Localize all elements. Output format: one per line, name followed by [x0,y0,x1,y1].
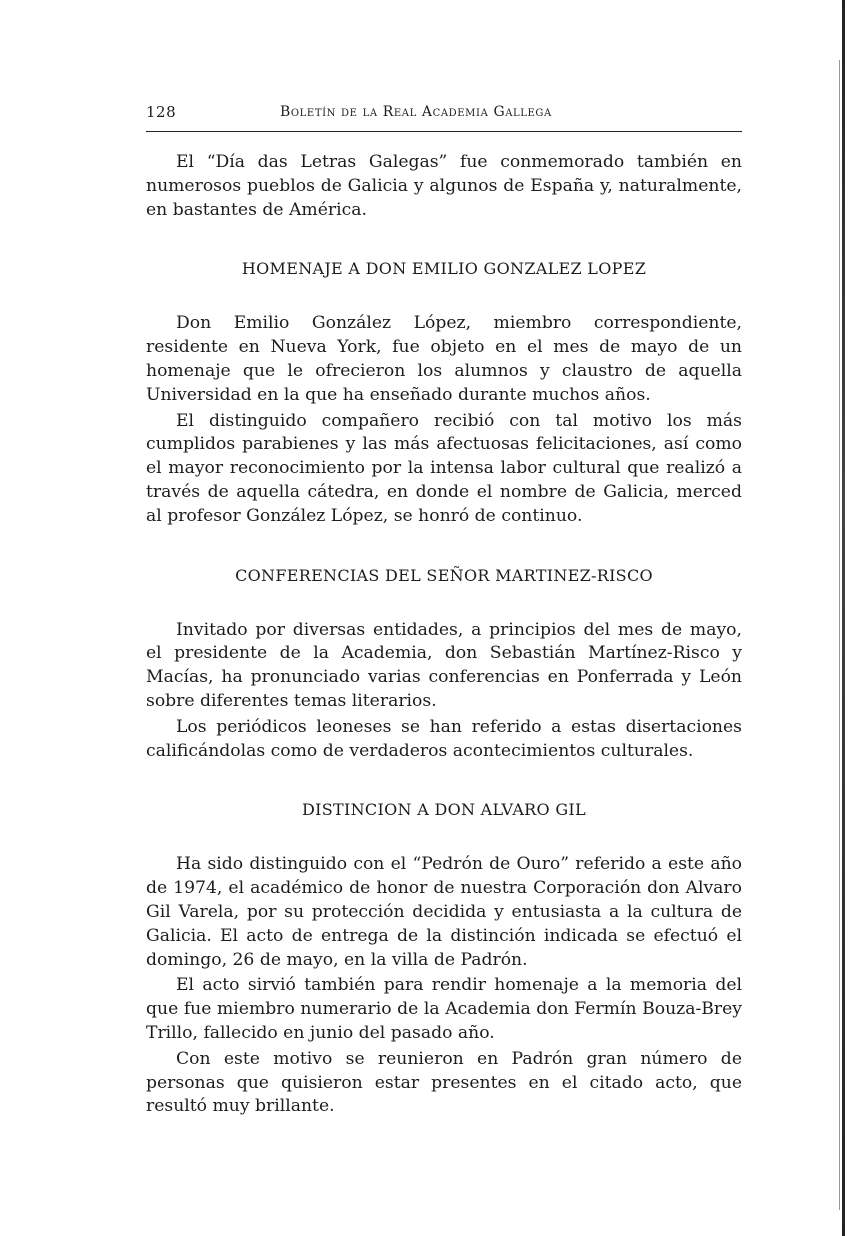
conferencias-paragraph-1: Invitado por diversas entidades, a principios del mes de mayo, el presidente de la Academia, don Sebastián Martínez-Risco y Macías, ha pronunciado varias conferencias en Ponferrada y León sobre diferentes temas literarios. [146,619,742,711]
scan-edge [842,0,845,1236]
page-header [146,103,742,132]
section-title-distincion: DISTINCION A DON ALVARO GIL [302,800,586,820]
section-title-conferencias: CONFERENCIAS DEL SEÑOR MARTINEZ-RISCO [235,565,653,585]
homenaje-paragraph-1: Don Emilio González López, miembro correspondiente, residente en Nueva York, fue objeto en el mes de mayo de un homenaje que le ofrecieron los alumnos y claustro de aquella Universidad en la que ha enseñado durante muchos años. [146,313,742,405]
section-title-homenaje: HOMENAJE A DON EMILIO GONZALEZ LOPEZ [241,259,647,279]
page-content [146,151,742,1119]
scan-edge-line [839,60,840,1210]
conferencias-paragraph-2: Los periódicos leoneses se han referido a estas disertaciones calificándolas como de verdaderos acontecimientos culturales. [146,716,742,761]
distincion-paragraph-3: Con este motivo se reunieron en Padrón gran número de personas que quisieron estar presentes en el citado acto, que resultó muy brillante. [146,1048,742,1117]
distincion-paragraph-1: Ha sido distinguido con el “Pedrón de Ouro” referido a este año de 1974, el académico de honor de nuestra Corporación don Alvaro Gil Varela, por su protección decidida y entusiasta a la cultura de Galicia. El acto de entrega de la distinción indicada se efectuó el domingo, 26 de mayo, en la villa de Padrón. [146,854,742,970]
distincion-paragraph-2: El acto sirvió también para rendir homenaje a la memoria del que fue miembro numerario de la Academia don Fermín Bouza-Brey Trillo, fallecido en junio del pasado año. [146,975,742,1043]
intro-paragraph: El “Día das Letras Galegas” fue conmemorado también en numerosos pueblos de Galicia y algunos de España y, naturalmente, en bastantes de América. [146,152,742,220]
running-title: Boletín de la Real Academia Gallega [280,104,552,120]
homenaje-paragraph-2: El distinguido compañero recibió con tal motivo los más cumplidos parabienes y las más afectuosas felicitaciones, así como el mayor reconocimiento por la intensa labor cultural que realizó a través de aquella cátedra, en donde el nombre de Galicia, merced al profesor González López, se honró de continuo. [146,410,742,526]
page-number: 128 [146,103,177,121]
